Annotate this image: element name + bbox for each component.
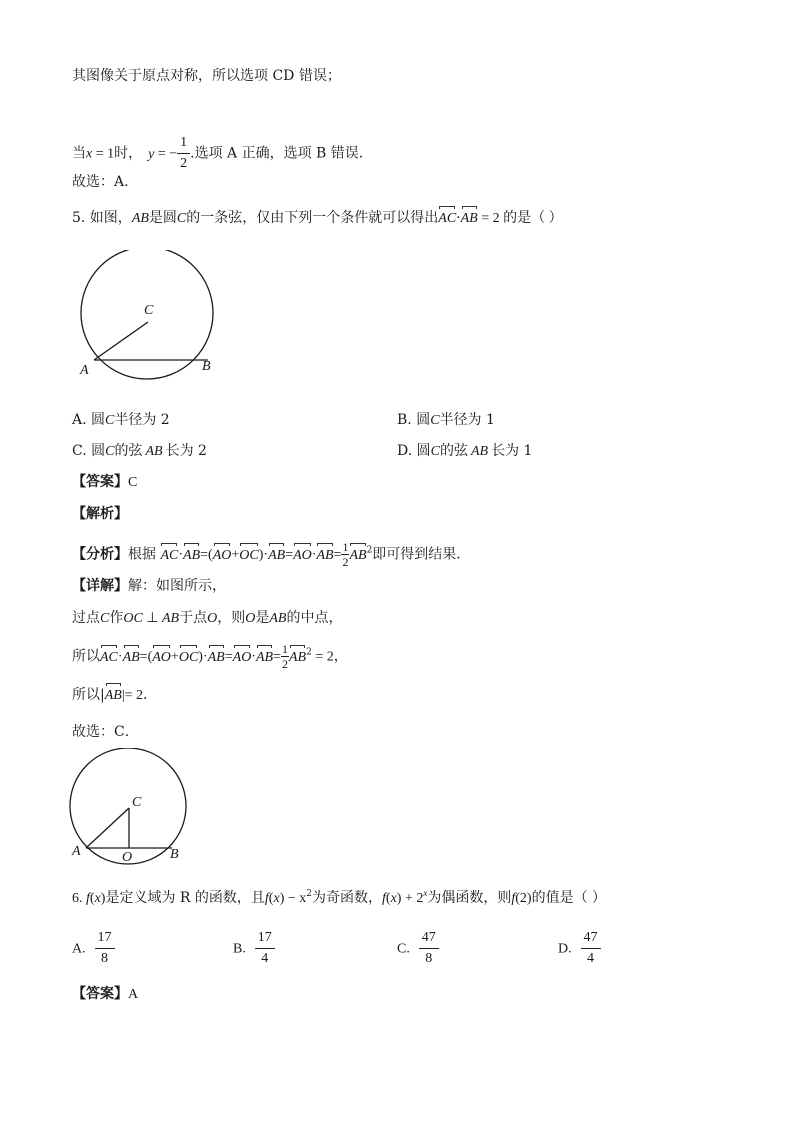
q6-option-a[interactable]: A. $\frac{17}{8}$	[72, 928, 115, 969]
text: = 1时，	[92, 146, 143, 162]
solution-text-line: 其图像关于原点对称，所以选项 CD 错误；	[72, 68, 341, 84]
var-AB: AB	[131, 211, 149, 226]
var-C: C	[176, 211, 187, 226]
text: = −	[154, 146, 178, 162]
text: = 2 的是（ ）	[477, 211, 563, 226]
label-B: B	[202, 359, 211, 374]
label-O: O	[122, 850, 133, 865]
fraction-half: $\frac{1}{2}$	[342, 540, 349, 569]
detail-line-1: 过点C作OC ⊥ AB于点O，则O是AB的中点，	[72, 610, 343, 626]
detail-line: 【详解】解：如图所示，	[72, 578, 226, 594]
detail-line-3: 所以|AB|= 2．	[72, 685, 157, 706]
option-d[interactable]: D. 圆C的弦 AB 长为 1	[397, 443, 533, 459]
choose-line-2: 故选：C．	[72, 724, 139, 740]
answer-tag: 【答案】	[72, 474, 128, 490]
option-b[interactable]: B. 圆C半径为 1	[397, 412, 495, 428]
answer-value: C	[128, 475, 138, 490]
dot: ·	[456, 210, 461, 226]
text: .选项 A 正确，选项 B 错误.	[190, 145, 364, 162]
circle-figure-2	[66, 748, 196, 866]
choose-line: 故选：A.	[72, 174, 129, 190]
question-6-stem: 6. f(x)是定义域为 R 的函数，且$f(x) - x^2$为奇函数，$f(x) + 2^x$为偶函数，则f(2)的值是（ ）	[72, 888, 607, 906]
text: 的一条弦，仅由下列一个条件就可以得出	[186, 210, 439, 226]
q6-option-d[interactable]: D. $\frac{47}{4}$	[558, 928, 601, 969]
question-5-stem	[72, 208, 563, 229]
analysis-line: 【分析】根据 AC·AB=(AO+OC)·AB=AO·AB= $\frac{1}{2}$ $AB^2$即可得到结果．	[72, 540, 471, 569]
label-B: B	[170, 847, 179, 862]
q6-option-b[interactable]: B. $\frac{17}{4}$	[233, 928, 275, 969]
solution-text-line	[72, 133, 363, 174]
fraction: $\frac{1}{2}$	[177, 133, 190, 174]
text: 是圆	[148, 210, 177, 226]
vector-AB: AB	[461, 209, 478, 229]
text: 当	[72, 145, 86, 162]
radius-AC	[86, 808, 129, 848]
var-y: y	[148, 146, 155, 162]
detail-line-2: 所以AC·AB=(AO+OC)·AB=AO·AB= $\frac{1}{2}$ $AB^2 = 2$，	[72, 642, 348, 671]
option-a[interactable]: A. 圆C半径为 2	[72, 412, 170, 428]
option-c[interactable]: C. 圆C的弦 AB 长为 2	[72, 443, 207, 459]
answer-line	[72, 472, 137, 493]
circle-figure-1	[72, 250, 232, 380]
label-C: C	[144, 303, 154, 318]
var-x: x	[86, 146, 93, 162]
analysis-subtag: 【分析】	[72, 546, 128, 563]
vector-AC: AC	[438, 209, 456, 229]
q6-option-c[interactable]: C. $\frac{47}{8}$	[397, 928, 439, 969]
radius-AC	[94, 322, 148, 360]
q6-answer-line: 【答案】A	[72, 986, 139, 1002]
text: 5. 如图，	[72, 210, 132, 226]
analysis-tag: 【解析】	[72, 506, 128, 522]
label-C: C	[132, 795, 142, 810]
label-A: A	[72, 844, 81, 859]
label-A: A	[80, 363, 89, 378]
